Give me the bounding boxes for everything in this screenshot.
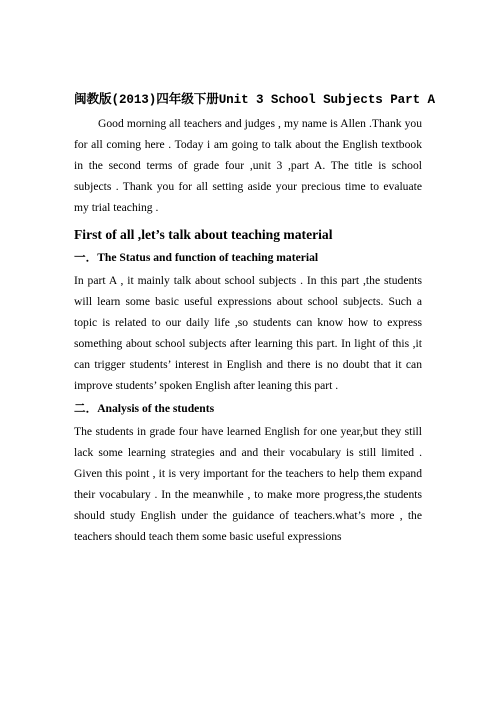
intro-paragraph: Good morning all teachers and judges , my name is Allen .Thank you for all coming here . Today i am going to talk about the English textbook in the second terms of grade four ,unit 3 ,part A. The title is school subjects . Thank you for all setting aside your precious time to evaluate my trial teaching .: [74, 117, 422, 214]
section-heading-teaching-material: First of all ,let’s talk about teaching material: [74, 227, 333, 242]
subsection-heading-analysis-students: 二．Analysis of the students: [74, 402, 215, 415]
document-title: 闽教版(2013)四年级下册Unit 3 School Subjects Part A: [74, 93, 435, 107]
subsection-heading-status-function: 一．The Status and function of teaching material: [74, 251, 319, 264]
document-content: [74, 91, 435, 547]
subsection-body-status-function: In part A , it mainly talk about school subjects . In this part ,the students will learn some basic useful expressions about school subjects. Such a topic is related to our daily life ,so students can know how to express something about school subjects after learning this part. In light of this ,it can trigger students’ interest in English and there is no doubt that it can improve students’ spoken English after leaning this part .: [74, 274, 422, 392]
subsection-body-analysis-students: The students in grade four have learned English for one year,but they still lack some learning strategies and and their vocabulary is still limited . Given this point , it is very important for the teachers to help them expand their vocabulary . In the meanwhile , to make more progress,the students should study English under the guidance of teachers.what’s more , the teachers should teach them some basic useful expressions: [74, 425, 422, 543]
